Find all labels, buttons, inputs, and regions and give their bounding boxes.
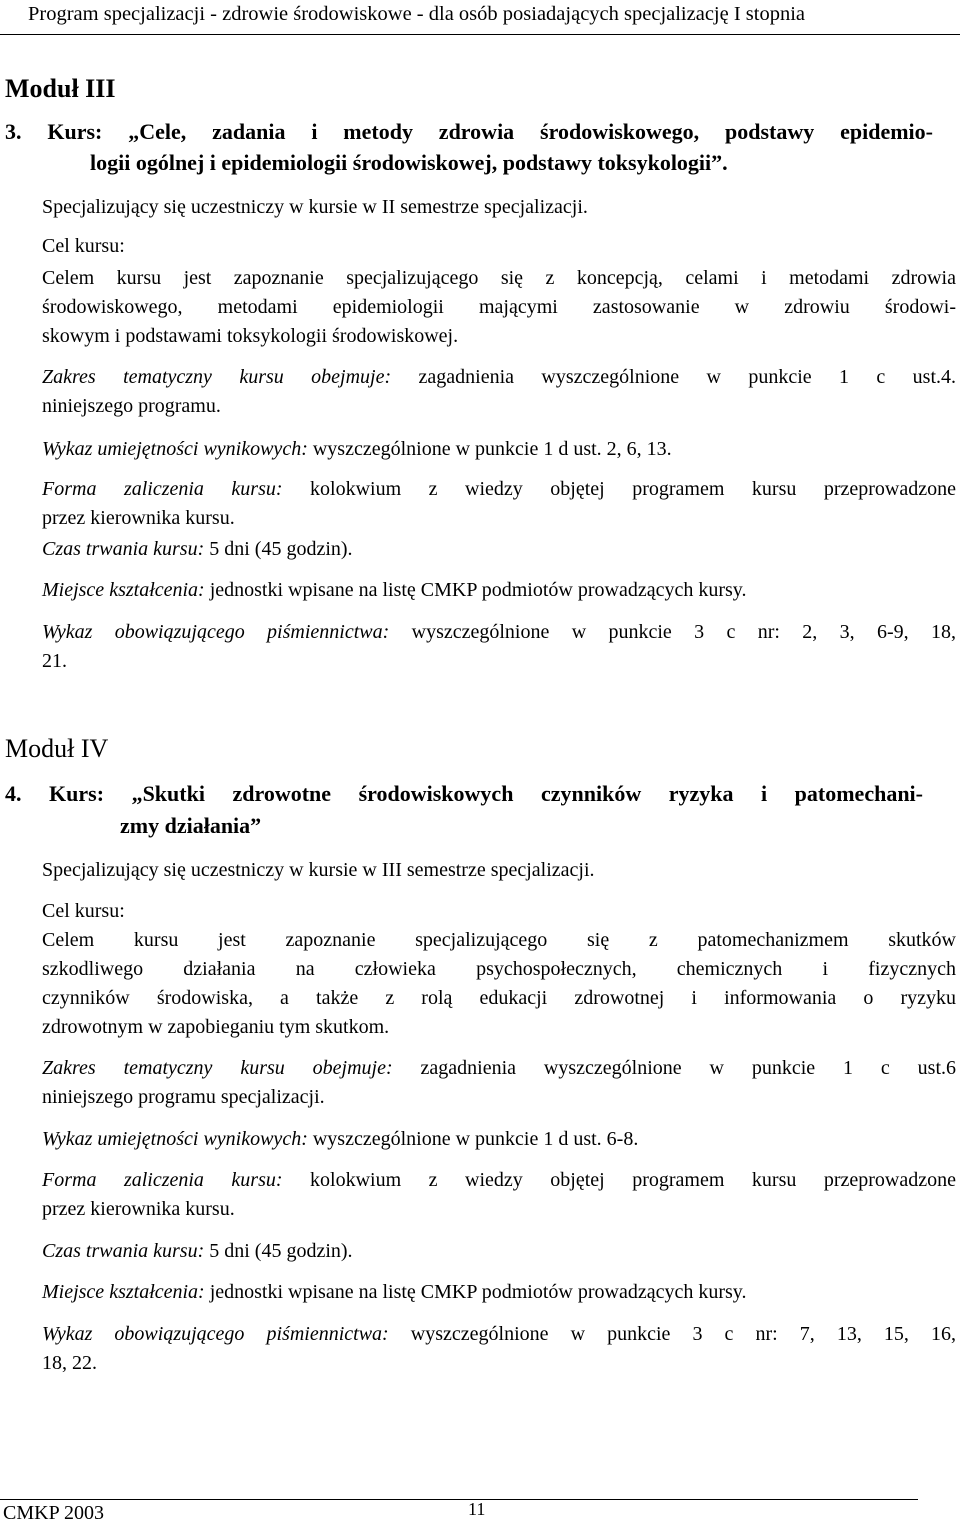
module-3-course-title-line2: logii ogólnej i epidemiologii środowiskowej, podstawy toksykologii”.: [90, 150, 728, 175]
module-3-literature-label: Wykaz obowiązującego piśmiennictwa:: [42, 621, 390, 643]
header-title: Program specjalizacji - zdrowie środowiskowe - dla osób posiadających specjalizację I stopnia: [28, 3, 806, 25]
module-3-goal-line2: środowiskowego, metodami epidemiologii mającymi zastosowanie w zdrowiu środowi-: [42, 296, 956, 318]
module-4-course-title-line2: zmy działania”: [120, 813, 262, 838]
footer-source: CMKP 2003: [3, 1502, 104, 1524]
module-4-goal-label: Cel kursu:: [42, 900, 125, 922]
module-3-goal-line1: Celem kursu jest zapoznanie specjalizującego się z koncepcją, celami i metodami zdrowia: [42, 267, 956, 289]
module-4-goal-line4: zdrowotnym w zapobieganiu tym skutkom.: [42, 1016, 390, 1038]
module-4-goal-line2: szkodliwego działania na człowieka psychospołecznych, chemicznych i fizycznych: [42, 958, 956, 980]
module-3-duration-label: Czas trwania kursu:: [42, 538, 205, 560]
module-4-scope-label: Zakres tematyczny kursu obejmuje:: [42, 1057, 393, 1079]
page-header: [0, 0, 960, 35]
page-number: 11: [468, 1499, 486, 1519]
module-4-form-line2: przez kierownika kursu.: [42, 1198, 235, 1220]
module-3-place-label: Miejsce kształcenia:: [42, 579, 205, 601]
module-4-goal-line3: czynników środowiska, a także z rolą edukacji zdrowotnej i informowania o ryzyku: [42, 987, 956, 1009]
module-3-place: Miejsce kształcenia: jednostki wpisane na listę CMKP podmiotów prowadzących kursy.: [42, 579, 747, 601]
module-3-scope-line2: niniejszego programu.: [42, 395, 221, 417]
module-3-duration: Czas trwania kursu: 5 dni (45 godzin).: [42, 538, 353, 560]
module-4-duration: Czas trwania kursu: 5 dni (45 godzin).: [42, 1240, 353, 1262]
module-4-scope-line2: niniejszego programu specjalizacji.: [42, 1086, 325, 1108]
module-3-form-label: Forma zaliczenia kursu:: [42, 478, 283, 500]
footer-rule: [0, 1499, 918, 1500]
module-4-duration-label: Czas trwania kursu:: [42, 1240, 205, 1262]
module-3-participants: Specjalizujący się uczestniczy w kursie w II semestrze specjalizacji.: [42, 196, 588, 218]
module-4-literature-line2: 18, 22.: [42, 1352, 97, 1374]
module-3-scope-line1: Zakres tematyczny kursu obejmuje: zagadnienia wyszczególnione w punkcie 1 c ust.4.: [42, 366, 957, 388]
module-4-literature-line1: Wykaz obowiązującego piśmiennictwa: wyszczególnione w punkcie 3 c nr: 7, 13, 15, 16,: [42, 1323, 956, 1345]
module-3-form-line1: Forma zaliczenia kursu: kolokwium z wiedzy objętej programem kursu przeprowadzone: [42, 478, 956, 500]
module-3-literature-line1: Wykaz obowiązującego piśmiennictwa: wyszczególnione w punkcie 3 c nr: 2, 3, 6-9, 18,: [42, 621, 957, 643]
module-4-form-label: Forma zaliczenia kursu:: [42, 1169, 283, 1191]
module-3-heading: Moduł III: [5, 74, 116, 103]
module-4-goal-line1: Celem kursu jest zapoznanie specjalizującego się z patomechanizmem skutków: [42, 929, 956, 951]
module-4-form-line1: Forma zaliczenia kursu: kolokwium z wiedzy objętej programem kursu przeprowadzone: [42, 1169, 956, 1191]
module-4-skills-label: Wykaz umiejętności wynikowych:: [42, 1128, 308, 1150]
module-4-scope-line1: Zakres tematyczny kursu obejmuje: zagadnienia wyszczególnione w punkcie 1 c ust.6: [42, 1057, 957, 1079]
module-4-participants: Specjalizujący się uczestniczy w kursie w III semestrze specjalizacji.: [42, 859, 595, 881]
module-3-scope-label: Zakres tematyczny kursu obejmuje:: [42, 366, 392, 388]
module-3-course-title-line1: 3. Kurs: „Cele, zadania i metody zdrowia środowiskowego, podstawy epidemio-: [5, 119, 933, 144]
module-3-skills-label: Wykaz umiejętności wynikowych:: [42, 438, 308, 460]
module-4-place: Miejsce kształcenia: jednostki wpisane na listę CMKP podmiotów prowadzących kursy.: [42, 1281, 747, 1303]
module-3-literature-line2: 21.: [42, 650, 67, 672]
module-3-form-line2: przez kierownika kursu.: [42, 507, 235, 529]
module-3-skills: Wykaz umiejętności wynikowych: wyszczególnione w punkcie 1 d ust. 2, 6, 13.: [42, 438, 672, 460]
module-4-literature-label: Wykaz obowiązującego piśmiennictwa:: [42, 1323, 389, 1345]
module-4-course-title-line1: 4. Kurs: „Skutki zdrowotne środowiskowych czynników ryzyka i patomechani-: [5, 781, 923, 806]
module-4-place-label: Miejsce kształcenia:: [42, 1281, 205, 1303]
module-3-goal-label: Cel kursu:: [42, 235, 125, 257]
module-4-heading: Moduł IV: [5, 734, 109, 763]
module-4-skills: Wykaz umiejętności wynikowych: wyszczególnione w punkcie 1 d ust. 6-8.: [42, 1128, 639, 1150]
module-3-goal-line3: skowym i podstawami toksykologii środowiskowej.: [42, 325, 459, 347]
